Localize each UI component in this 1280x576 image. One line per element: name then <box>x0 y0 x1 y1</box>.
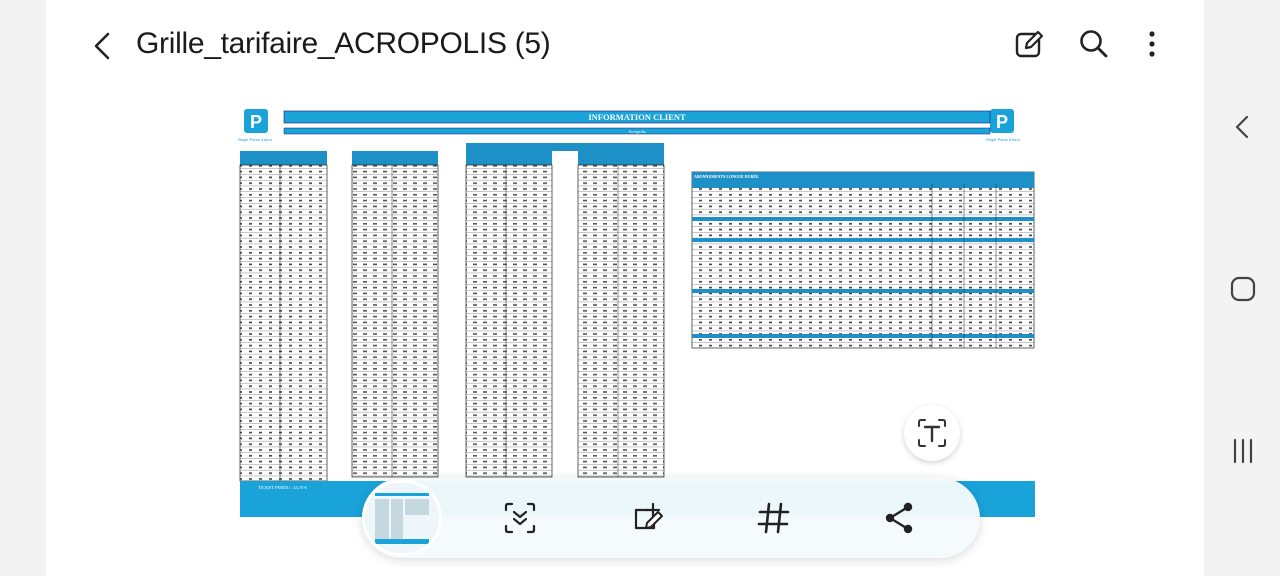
text-recognition-button[interactable] <box>904 405 960 461</box>
screenshot-toolbar <box>362 478 980 558</box>
parking-logo-left <box>244 109 268 133</box>
subscriptions-header: ABONNEMENTS LONGUE DURÉE <box>694 174 759 179</box>
parking-logo-right <box>990 109 1014 133</box>
hashtag-icon[interactable] <box>754 498 794 538</box>
hourly-table-2 <box>352 151 438 477</box>
draw-edit-icon[interactable] <box>628 498 668 538</box>
share-icon[interactable] <box>880 498 920 538</box>
lost-ticket-note: TICKET PERDU : 24,70 € <box>258 485 307 490</box>
banner-subtitle: Acropolis <box>628 129 646 134</box>
scroll-capture-icon[interactable] <box>500 498 540 538</box>
nav-recents-icon[interactable] <box>1228 436 1258 466</box>
nav-home-icon[interactable] <box>1228 274 1258 304</box>
logo-caption-right: Régie Parcs d'Azur <box>986 137 1021 142</box>
hourly-table-4 <box>578 151 664 477</box>
subscriptions-table <box>692 172 1034 348</box>
top-bar <box>46 0 1204 88</box>
search-icon[interactable] <box>1076 26 1112 62</box>
logo-caption-left: Régie Parcs d'Azur <box>238 137 273 142</box>
document-title: Grille_tarifaire_ACROPOLIS (5) <box>136 27 551 60</box>
text-recognition-icon <box>915 416 949 450</box>
svg-text:P: P <box>249 112 263 132</box>
svg-text:P: P <box>995 112 1009 132</box>
screenshot-thumbnail[interactable] <box>362 480 442 556</box>
back-arrow-icon[interactable] <box>86 28 122 64</box>
more-vertical-icon[interactable] <box>1134 26 1170 62</box>
banner-title: INFORMATION CLIENT <box>588 112 686 122</box>
system-navigation-bar <box>1204 0 1280 576</box>
nav-back-icon[interactable] <box>1228 112 1258 142</box>
edit-icon[interactable] <box>1012 26 1048 62</box>
document-viewer <box>46 0 1204 576</box>
